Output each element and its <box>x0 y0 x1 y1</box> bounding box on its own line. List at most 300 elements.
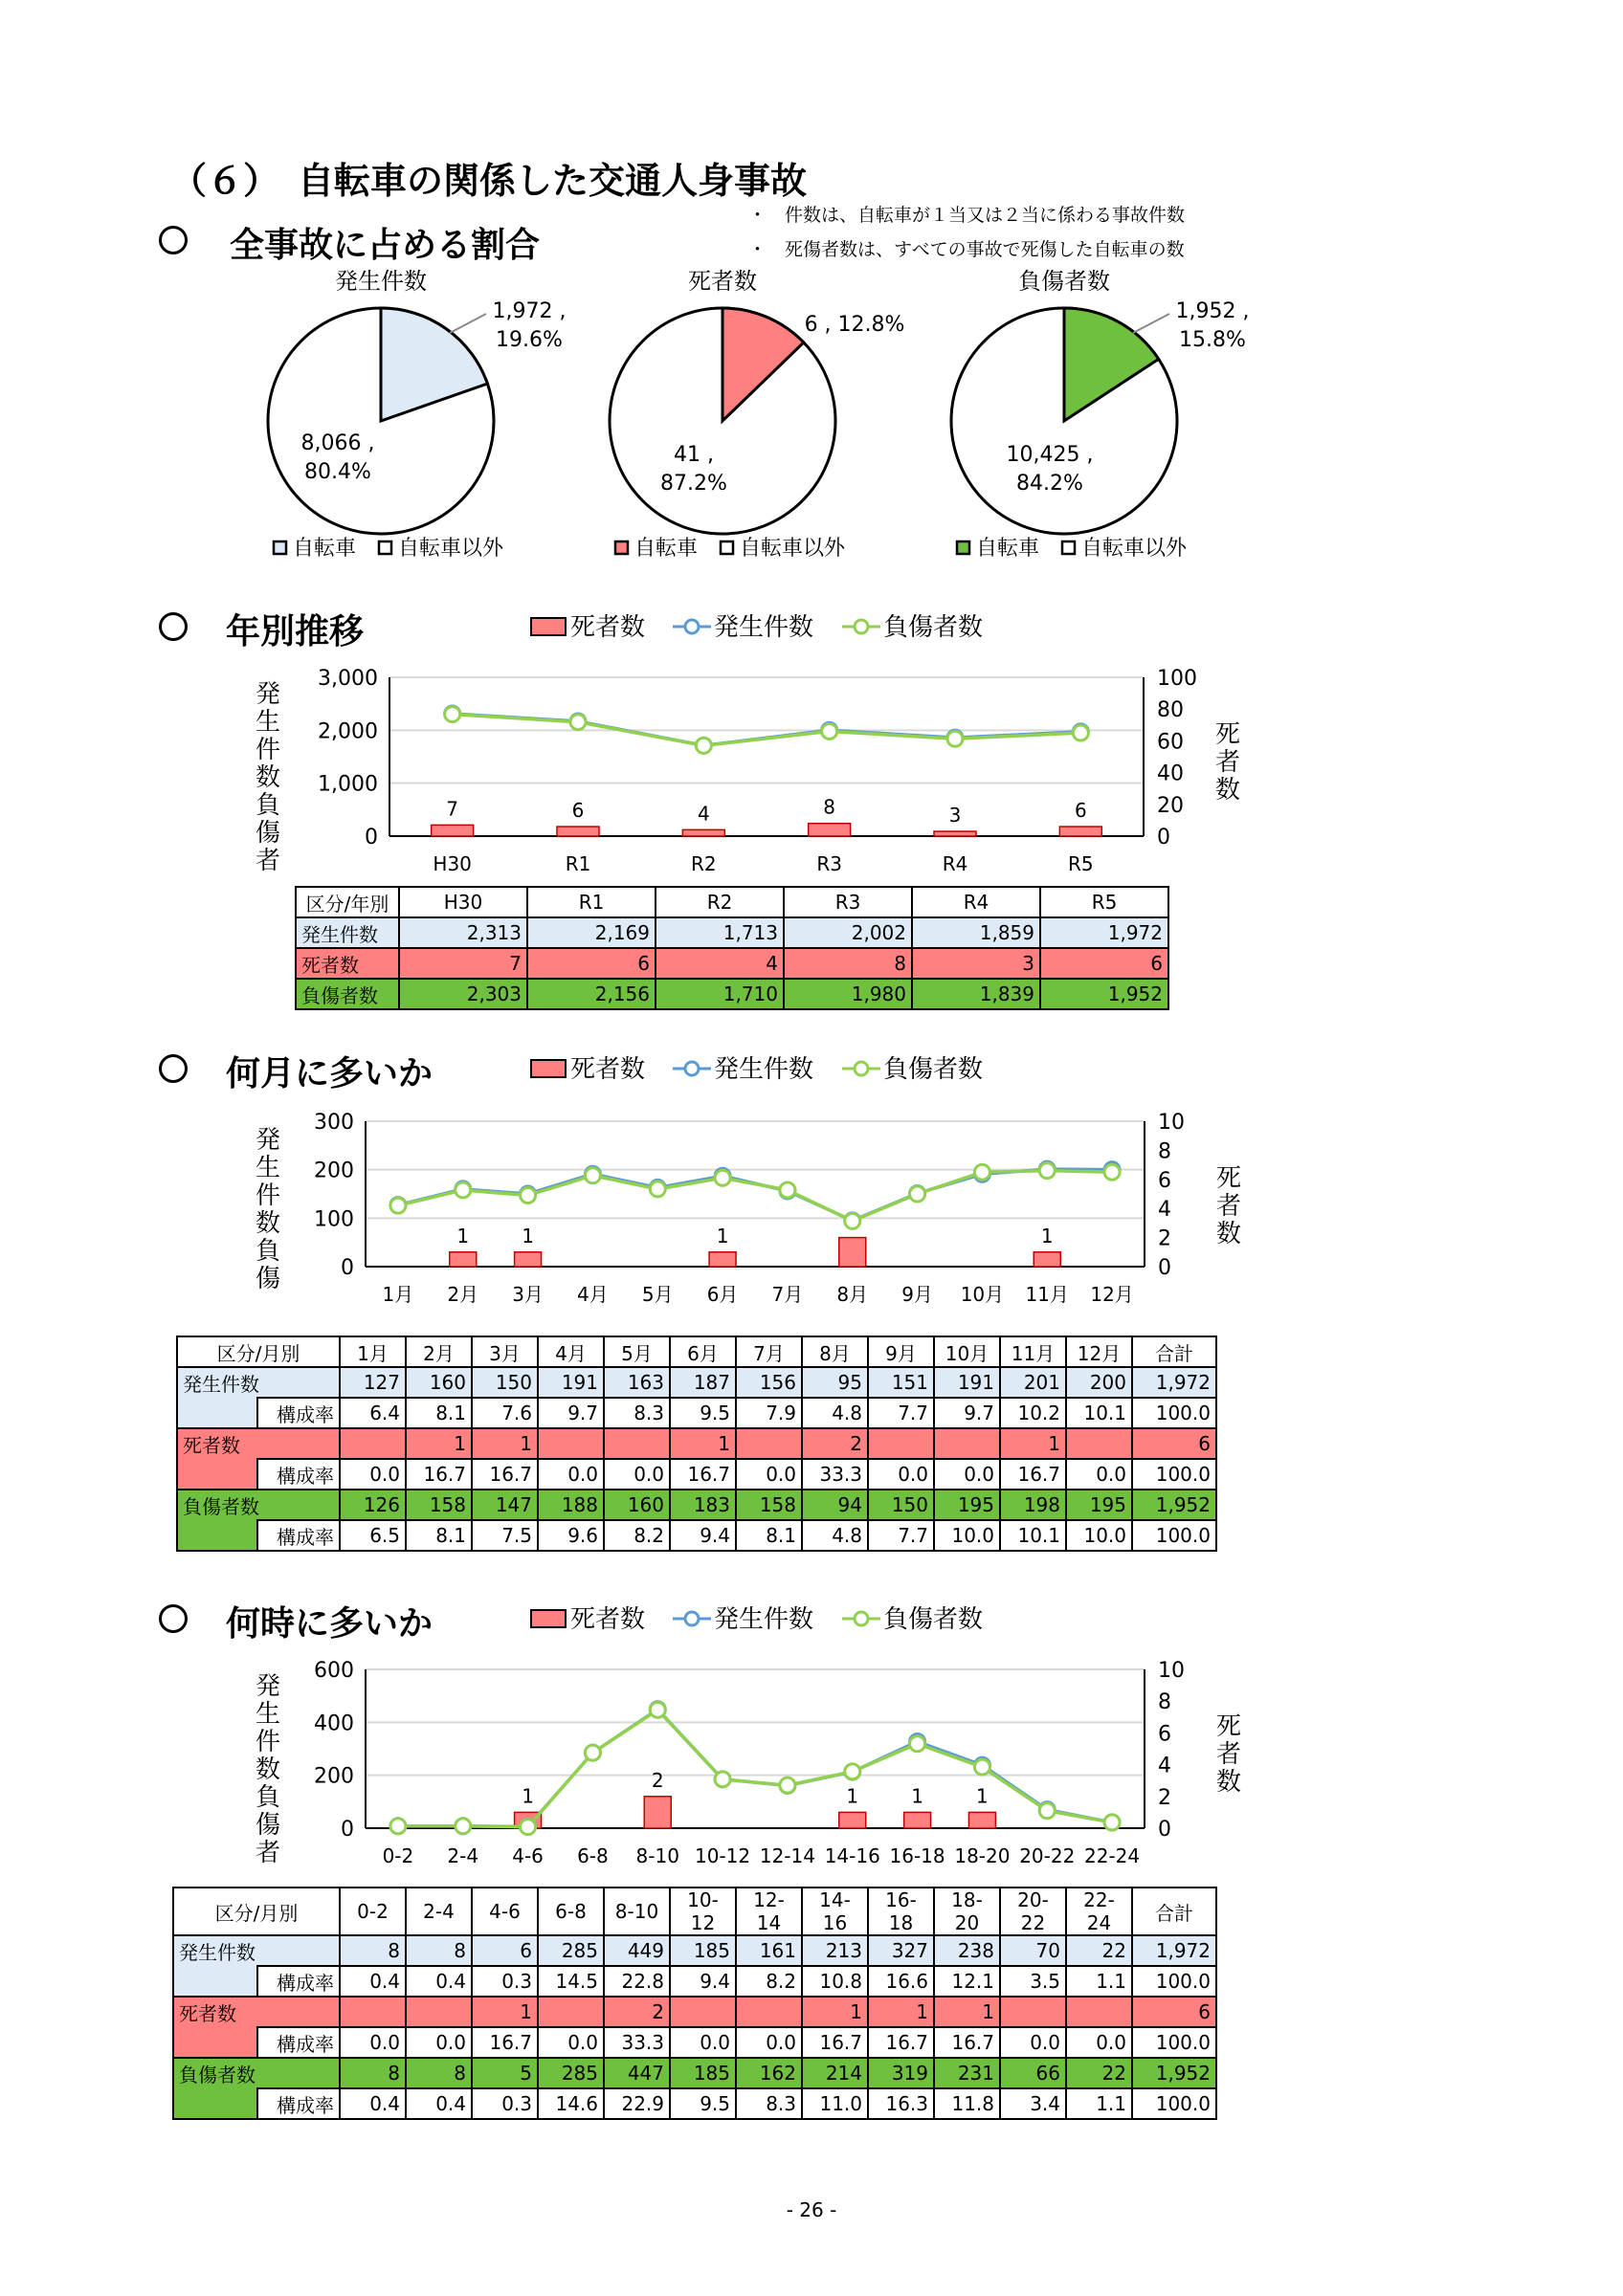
left-axis-title-char: 発 <box>255 1126 281 1155</box>
bar-value-label: 7 <box>446 797 459 821</box>
table-cell: 16.7 <box>472 2027 538 2058</box>
point-injured <box>390 1198 406 1213</box>
point-injured <box>910 1186 925 1202</box>
pie-leader-line <box>450 314 486 333</box>
x-tick-label: R4 <box>942 852 968 875</box>
pie-legend-label: 自転車 <box>976 537 1040 561</box>
x-tick-label: 1月 <box>382 1283 414 1306</box>
pie-legend-label: 自転車 <box>634 537 699 561</box>
table-cell: 0.4 <box>406 1966 472 1997</box>
table-cell: 0.0 <box>1000 2027 1066 2058</box>
table-row <box>173 2088 1216 2119</box>
point-injured <box>521 1188 536 1203</box>
table-sub-label: 構成率 <box>257 1459 340 1490</box>
table-cell: 147 <box>472 1490 538 1520</box>
table-cell: 8 <box>340 2058 406 2088</box>
left-axis-title-char: 傷 <box>255 1811 281 1840</box>
x-tick-label: 2月 <box>447 1283 479 1306</box>
point-injured <box>780 1777 795 1793</box>
table-cell: 9.4 <box>670 1966 736 1997</box>
table-cell: 0.4 <box>340 1966 406 1997</box>
table-cell: 1.1 <box>1066 1966 1132 1997</box>
table-cell: 0.0 <box>538 1459 604 1490</box>
table-header: R4 <box>912 887 1040 917</box>
table-cell: 1 <box>802 1997 868 2027</box>
table-cell: 1 <box>868 1997 934 2027</box>
legend-marker <box>685 620 699 633</box>
table-cell <box>736 1428 802 1459</box>
table-row <box>173 2058 1216 2088</box>
point-injured <box>1039 1163 1055 1179</box>
table-cell: 0.0 <box>736 1459 802 1490</box>
left-axis-title-char: 生 <box>255 1154 281 1182</box>
left-axis-title-char: 負 <box>255 1783 281 1812</box>
table-cell: 1,972 <box>1132 1935 1216 1966</box>
bar <box>450 1252 477 1267</box>
legend-swatch <box>531 1610 566 1627</box>
table-cell <box>340 1997 406 2027</box>
right-axis-title-char: 者 <box>1215 1192 1242 1221</box>
series-line-injured <box>398 1171 1112 1222</box>
bar-value-label: 1 <box>522 1224 534 1247</box>
table-row-label: 負傷者数 <box>173 2058 340 2088</box>
table-cell: 126 <box>340 1490 406 1520</box>
point-injured <box>1073 725 1088 740</box>
table-cell: 10.8 <box>802 1966 868 1997</box>
pie-slice-label: 19.6% <box>496 328 563 352</box>
x-tick-label: R1 <box>565 852 591 875</box>
bar <box>709 1252 736 1267</box>
table-header: 4月 <box>538 1336 604 1367</box>
table-cell: 447 <box>604 2058 670 2088</box>
chart-legend <box>531 613 983 642</box>
x-tick-label: 6月 <box>706 1283 739 1306</box>
table-cell: 8 <box>784 948 912 979</box>
table-sub-label: 構成率 <box>257 2027 340 2058</box>
right-tick-label: 2 <box>1158 1226 1171 1251</box>
table-cell: 0.0 <box>1066 2027 1132 2058</box>
table-cell <box>934 1428 1000 1459</box>
legend-swatch <box>531 618 566 635</box>
right-tick-label: 20 <box>1157 793 1184 818</box>
table-cell: 187 <box>670 1367 736 1398</box>
legend-label: 死者数 <box>570 613 646 642</box>
left-axis-title-char: 数 <box>255 1209 281 1238</box>
table-cell: 100.0 <box>1132 1966 1216 1997</box>
table-sub-label: 構成率 <box>257 2088 340 2119</box>
right-tick-label: 100 <box>1157 667 1197 691</box>
point-injured <box>650 1181 665 1197</box>
table-cell: 4.8 <box>802 1520 868 1551</box>
table-header: 3月 <box>472 1336 538 1367</box>
table-cell: 238 <box>934 1935 1000 1966</box>
table-cell: 7.5 <box>472 1520 538 1551</box>
legend-swatch <box>1062 541 1075 554</box>
bar <box>682 829 724 836</box>
right-tick-label: 4 <box>1158 1754 1171 1778</box>
x-tick-label: 12-14 <box>759 1844 815 1867</box>
table-cell: 8 <box>406 1935 472 1966</box>
table-cell: 162 <box>736 2058 802 2088</box>
right-axis-title-char: 数 <box>1214 776 1241 805</box>
point-injured <box>585 1168 600 1183</box>
x-tick-label: 11月 <box>1025 1283 1069 1306</box>
table-row <box>177 1459 1216 1490</box>
table-row-label: 発生件数 <box>173 1935 340 1966</box>
bar-value-label: 1 <box>846 1784 859 1808</box>
point-injured <box>715 1170 730 1185</box>
table-cell: 0.3 <box>472 1966 538 1997</box>
x-tick-label: 0-2 <box>382 1844 414 1867</box>
table-cell: 1 <box>472 1997 538 2027</box>
bar <box>904 1812 931 1828</box>
table-cell: 100.0 <box>1132 1520 1216 1551</box>
table-header: 14-16 <box>802 1888 868 1935</box>
table-header: 2-4 <box>406 1888 472 1935</box>
table-header: 6-8 <box>538 1888 604 1935</box>
table-cell: 188 <box>538 1490 604 1520</box>
x-tick-label: 10-12 <box>695 1844 751 1867</box>
table-cell: 9.4 <box>670 1520 736 1551</box>
table-cell: 14.5 <box>538 1966 604 1997</box>
point-injured <box>947 731 963 746</box>
table-header: 20-22 <box>1000 1888 1066 1935</box>
table-header: 10月 <box>934 1336 1000 1367</box>
left-tick-label: 0 <box>341 1256 354 1280</box>
table-header: 7月 <box>736 1336 802 1367</box>
table-sub-label: 構成率 <box>257 1398 340 1428</box>
table-cell: 150 <box>472 1367 538 1398</box>
page-heading: （６） 自転車の関係した交通人身事故 <box>170 160 808 202</box>
point-injured <box>845 1764 860 1779</box>
table-group-spacer <box>173 2027 257 2058</box>
table-cell: 1 <box>670 1428 736 1459</box>
right-tick-label: 60 <box>1157 730 1184 755</box>
table-cell: 7 <box>399 948 527 979</box>
table-cell: 6.4 <box>340 1398 406 1428</box>
table-row-label: 死者数 <box>173 1997 340 2027</box>
section-bullet-icon <box>159 226 188 254</box>
pie-slice-label: 1,952 , <box>1175 299 1250 323</box>
legend-marker <box>855 620 868 633</box>
x-tick-label: 10月 <box>960 1283 1005 1306</box>
table-header: R1 <box>527 887 656 917</box>
pie-legend-label: 自転車以外 <box>740 537 846 561</box>
legend-label: 発生件数 <box>714 1605 814 1634</box>
table-cell: 100.0 <box>1132 2027 1216 2058</box>
x-tick-label: 8月 <box>836 1283 869 1306</box>
legend-label: 負傷者数 <box>883 613 984 642</box>
left-axis-title-char: 生 <box>255 1700 281 1729</box>
left-tick-label: 0 <box>365 826 378 850</box>
table-cell <box>406 1997 472 2027</box>
right-axis-title-char: 死 <box>1214 720 1241 749</box>
right-tick-label: 2 <box>1158 1785 1171 1810</box>
pie-chart <box>610 268 904 561</box>
chart-legend <box>531 1055 983 1084</box>
x-tick-label: R5 <box>1068 852 1094 875</box>
table-cell: 0.0 <box>934 1459 1000 1490</box>
left-tick-label: 200 <box>314 1764 354 1789</box>
table-row-label: 負傷者数 <box>296 979 399 1009</box>
monthly-chart <box>0 1045 1623 1332</box>
legend-label: 死者数 <box>570 1605 646 1634</box>
x-tick-label: 18-20 <box>954 1844 1011 1867</box>
table-cell: 0.0 <box>340 2027 406 2058</box>
table-cell: 6 <box>1132 1997 1216 2027</box>
point-injured <box>696 738 711 753</box>
table-row <box>177 1520 1216 1551</box>
point-injured <box>780 1182 795 1198</box>
table-cell: 183 <box>670 1490 736 1520</box>
point-injured <box>1104 1164 1120 1180</box>
x-tick-label: 12月 <box>1090 1283 1134 1306</box>
table-header: 2月 <box>406 1336 472 1367</box>
left-tick-label: 2,000 <box>318 719 378 744</box>
table-cell: 1,713 <box>656 917 784 948</box>
legend-label: 負傷者数 <box>883 1605 984 1634</box>
table-cell: 2,303 <box>399 979 527 1009</box>
table-row-label: 発生件数 <box>296 917 399 948</box>
table-group-spacer <box>173 2088 257 2119</box>
table-cell: 201 <box>1000 1367 1066 1398</box>
table-cell: 213 <box>802 1935 868 1966</box>
table-header: 18-20 <box>934 1888 1000 1935</box>
x-tick-label: 4-6 <box>512 1844 544 1867</box>
right-tick-label: 0 <box>1158 1818 1171 1842</box>
table-cell <box>1000 1997 1066 2027</box>
left-tick-label: 1,000 <box>318 772 378 797</box>
pie-leader-line <box>1133 314 1169 333</box>
point-injured <box>845 1213 860 1228</box>
legend-label: 死者数 <box>570 1055 646 1084</box>
table-cell: 1,980 <box>784 979 912 1009</box>
pie-rest-label: 80.4% <box>304 460 371 484</box>
table-cell: 9.7 <box>934 1398 1000 1428</box>
legend-label: 発生件数 <box>714 613 814 642</box>
table-cell: 1,972 <box>1132 1367 1216 1398</box>
table-cell: 449 <box>604 1935 670 1966</box>
table-corner: 区分/月別 <box>177 1336 340 1367</box>
table-cell: 0.0 <box>1066 1459 1132 1490</box>
table-cell: 2,313 <box>399 917 527 948</box>
right-tick-label: 8 <box>1158 1690 1171 1715</box>
series-line-cases <box>398 1710 1112 1827</box>
right-axis-title-char: 者 <box>1215 1740 1242 1769</box>
table-cell: 195 <box>1066 1490 1132 1520</box>
right-tick-label: 6 <box>1158 1168 1171 1193</box>
table-cell: 151 <box>868 1367 934 1398</box>
table-header: 合計 <box>1132 1336 1216 1367</box>
table-cell: 16.7 <box>934 2027 1000 2058</box>
bar-value-label: 8 <box>823 795 836 819</box>
table-header: 6月 <box>670 1336 736 1367</box>
table-cell: 285 <box>538 2058 604 2088</box>
pie-rest-label: 10,425 , <box>1006 443 1094 467</box>
table-cell: 1,952 <box>1040 979 1168 1009</box>
pie-slice-label: 6 , 12.8% <box>804 313 905 337</box>
table-cell: 66 <box>1000 2058 1066 2088</box>
bar-value-label: 2 <box>651 1768 664 1792</box>
table-cell: 160 <box>604 1490 670 1520</box>
table-cell: 0.4 <box>340 2088 406 2119</box>
table-cell: 8.3 <box>736 2088 802 2119</box>
bar <box>934 831 976 836</box>
table-cell: 100.0 <box>1132 1398 1216 1428</box>
section-title-share: 全事故に占める割合 <box>230 226 541 265</box>
hourly-chart <box>0 1595 1623 1882</box>
table-cell: 2 <box>802 1428 868 1459</box>
point-injured <box>910 1736 925 1752</box>
section-title-yearly: 年別推移 <box>226 612 365 651</box>
x-tick-label: 5月 <box>641 1283 674 1306</box>
table-cell: 214 <box>802 2058 868 2088</box>
pie-legend-label: 自転車以外 <box>398 537 504 561</box>
table-header: 8月 <box>802 1336 868 1367</box>
table-header: H30 <box>399 887 527 917</box>
point-injured <box>974 1164 989 1180</box>
x-tick-label: 16-18 <box>889 1844 945 1867</box>
table-cell: 8.2 <box>736 1966 802 1997</box>
yearly-chart <box>0 603 1623 880</box>
table-cell <box>868 1428 934 1459</box>
table-cell: 1 <box>934 1997 1000 2027</box>
table-cell: 6 <box>527 948 656 979</box>
bar-value-label: 1 <box>522 1784 534 1808</box>
table-cell: 9.7 <box>538 1398 604 1428</box>
table-header: 1月 <box>340 1336 406 1367</box>
left-axis-title-char: 件 <box>255 1181 281 1210</box>
table-cell: 9.5 <box>670 1398 736 1428</box>
table-corner: 区分/月別 <box>173 1888 340 1935</box>
x-tick-label: 14-16 <box>824 1844 880 1867</box>
table-cell: 6 <box>1040 948 1168 979</box>
table-cell: 1,952 <box>1132 1490 1216 1520</box>
left-tick-label: 200 <box>314 1159 354 1183</box>
table-cell: 1,839 <box>912 979 1040 1009</box>
table-cell: 0.0 <box>604 1459 670 1490</box>
table-cell: 16.7 <box>1000 1459 1066 1490</box>
table-cell: 1,859 <box>912 917 1040 948</box>
left-tick-label: 3,000 <box>318 667 378 691</box>
table-cell: 7.6 <box>472 1398 538 1428</box>
table-cell: 0.0 <box>340 1459 406 1490</box>
bar <box>839 1812 866 1828</box>
table-header: 16-18 <box>868 1888 934 1935</box>
hourly-table <box>172 1887 1217 2120</box>
section-title-hourly: 何時に多いか <box>226 1604 434 1644</box>
point-injured <box>585 1745 600 1760</box>
note-casualties: ・ 死傷者数は、すべての事故で死傷した自転車の数 <box>748 239 1185 260</box>
right-axis-title-char: 者 <box>1214 748 1241 777</box>
table-cell: 7.7 <box>868 1520 934 1551</box>
table-cell: 327 <box>868 1935 934 1966</box>
left-axis-title-char: 傷 <box>255 1265 281 1293</box>
pie-rest-label: 41 , <box>674 443 714 467</box>
bar <box>839 1238 866 1267</box>
chart-legend <box>531 1605 983 1634</box>
table-cell: 8.3 <box>604 1398 670 1428</box>
bar-value-label: 4 <box>697 802 710 826</box>
left-axis-title-char: 件 <box>255 1728 281 1756</box>
table-row <box>173 1935 1216 1966</box>
right-tick-label: 10 <box>1158 1111 1185 1135</box>
table-cell: 0.0 <box>670 2027 736 2058</box>
table-cell: 70 <box>1000 1935 1066 1966</box>
table-cell <box>538 1997 604 2027</box>
table-header: 10-12 <box>670 1888 736 1935</box>
bar <box>432 825 474 836</box>
table-cell: 2,002 <box>784 917 912 948</box>
right-tick-label: 0 <box>1157 826 1170 850</box>
point-injured <box>650 1702 665 1717</box>
table-cell: 33.3 <box>802 1459 868 1490</box>
right-tick-label: 10 <box>1158 1659 1185 1683</box>
table-cell: 16.7 <box>802 2027 868 2058</box>
table-cell: 9.5 <box>670 2088 736 2119</box>
table-header: 12月 <box>1066 1336 1132 1367</box>
left-axis-title-char: 数 <box>255 763 281 792</box>
table-cell: 8 <box>340 1935 406 1966</box>
left-axis-title-char: 数 <box>255 1755 281 1784</box>
table-group-spacer <box>177 1398 257 1428</box>
bar-value-label: 1 <box>911 1784 923 1808</box>
pie-slice-label: 15.8% <box>1179 328 1246 352</box>
table-cell: 185 <box>670 1935 736 1966</box>
left-tick-label: 600 <box>314 1659 354 1683</box>
table-group-spacer <box>173 1966 257 1997</box>
table-cell: 160 <box>406 1367 472 1398</box>
point-injured <box>822 723 837 739</box>
left-axis-title-char: 負 <box>255 1237 281 1266</box>
right-tick-label: 80 <box>1157 698 1184 723</box>
table-cell: 185 <box>670 2058 736 2088</box>
table-cell: 191 <box>934 1367 1000 1398</box>
table-header: 12-14 <box>736 1888 802 1935</box>
table-cell: 156 <box>736 1367 802 1398</box>
table-row-label: 死者数 <box>177 1428 340 1459</box>
table-cell: 127 <box>340 1367 406 1398</box>
left-axis-title-char: 者 <box>255 1839 281 1867</box>
pie-slice-label: 1,972 , <box>492 299 567 323</box>
table-cell <box>1066 1997 1132 2027</box>
table-group-spacer <box>177 1520 257 1551</box>
table-cell: 10.2 <box>1000 1398 1066 1428</box>
table-row <box>177 1367 1216 1398</box>
legend-swatch <box>379 541 391 554</box>
right-tick-label: 0 <box>1158 1256 1171 1280</box>
legend-swatch <box>274 541 286 554</box>
table-cell <box>340 1428 406 1459</box>
page-number: - 26 - <box>786 2198 837 2221</box>
table-cell: 22 <box>1066 2058 1132 2088</box>
table-cell: 95 <box>802 1367 868 1398</box>
bar <box>557 827 599 836</box>
bar-value-label: 6 <box>1074 799 1087 823</box>
bar <box>515 1252 542 1267</box>
legend-label: 発生件数 <box>714 1055 814 1084</box>
table-cell <box>670 1997 736 2027</box>
section-title-monthly: 何月に多いか <box>226 1054 434 1093</box>
pie-title: 死者数 <box>688 268 757 295</box>
table-row-label: 負傷者数 <box>177 1490 340 1520</box>
table-cell: 22 <box>1066 1935 1132 1966</box>
table-cell: 100.0 <box>1132 1459 1216 1490</box>
bar-value-label: 3 <box>948 804 962 828</box>
table-cell: 195 <box>934 1490 1000 1520</box>
table-cell: 3.4 <box>1000 2088 1066 2119</box>
table-cell: 1,952 <box>1132 2058 1216 2088</box>
